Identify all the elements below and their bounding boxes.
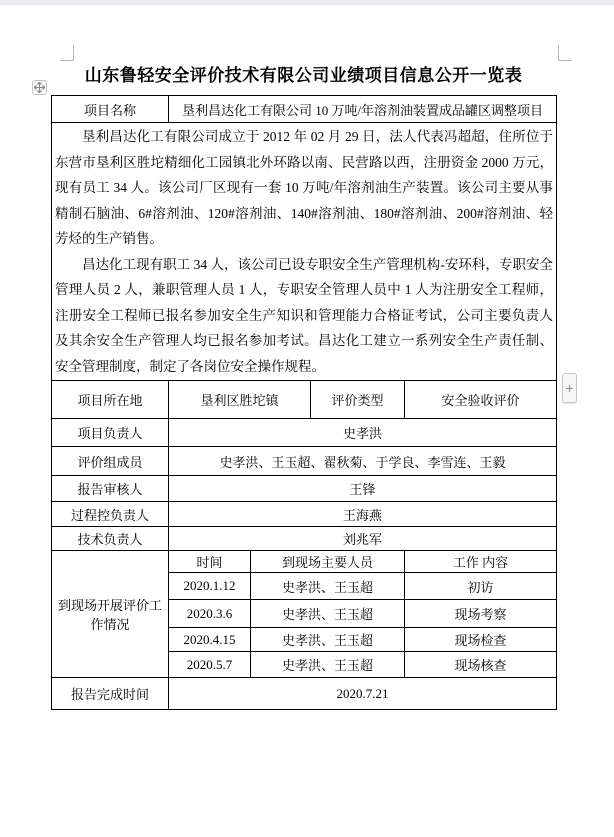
visit-date: 2020.1.12	[169, 573, 251, 600]
visit-work: 现场考察	[405, 600, 557, 628]
tech-leader-value: 刘兆军	[169, 527, 557, 551]
visit-people: 史孝洪、王玉超	[251, 600, 405, 628]
row-process-controller	[52, 502, 557, 527]
visit-people: 史孝洪、王玉超	[251, 573, 405, 600]
row-project-name	[52, 96, 557, 123]
report-date-value: 2020.7.21	[169, 678, 557, 710]
page-margin-mark-top-right	[558, 45, 572, 61]
table-move-handle-icon[interactable]	[32, 80, 47, 95]
location-value: 垦利区胜坨镇	[169, 381, 311, 419]
visit-people: 史孝洪、王玉超	[251, 652, 405, 678]
eval-type-label: 评价类型	[311, 381, 405, 419]
location-label: 项目所在地	[52, 381, 169, 419]
tech-leader-label: 技术负责人	[52, 527, 169, 551]
team-label: 评价组成员	[52, 447, 169, 476]
company-intro-cell	[52, 123, 557, 381]
report-date-label: 报告完成时间	[52, 678, 169, 710]
project-leader-label: 项目负责人	[52, 419, 169, 447]
report-reviewer-label: 报告审核人	[52, 476, 169, 502]
row-report-reviewer	[52, 476, 557, 502]
site-visits-col-work: 工作 内容	[405, 551, 557, 573]
site-visits-col-people: 到现场主要人员	[251, 551, 405, 573]
document-title: 山东鲁轻安全评价技术有限公司业绩项目信息公开一览表	[84, 66, 523, 85]
row-company-intro	[52, 123, 557, 381]
row-report-date	[52, 678, 557, 710]
team-value: 史孝洪、王玉超、翟秋菊、于学良、李雪连、王毅	[169, 447, 557, 476]
visit-date: 2020.5.7	[169, 652, 251, 678]
visit-date: 2020.4.15	[169, 628, 251, 652]
project-leader-value: 史孝洪	[169, 419, 557, 447]
move-cross-icon	[34, 82, 45, 93]
row-location-evaltype	[52, 381, 557, 419]
add-table-row-button[interactable]	[562, 373, 577, 403]
visit-work: 现场核查	[405, 652, 557, 678]
page-margin-mark-top-left	[60, 45, 74, 61]
report-reviewer-value: 王锋	[169, 476, 557, 502]
eval-type-value: 安全验收评价	[405, 381, 557, 419]
row-team	[52, 447, 557, 476]
project-name-value: 垦利昌达化工有限公司 10 万吨/年溶剂油装置成品罐区调整项目	[169, 96, 557, 123]
row-site-visits-header	[52, 551, 557, 573]
site-visits-col-time: 时间	[169, 551, 251, 573]
visit-people: 史孝洪、王玉超	[251, 628, 405, 652]
row-project-leader	[52, 419, 557, 447]
visit-work: 现场检查	[405, 628, 557, 652]
process-controller-value: 王海燕	[169, 502, 557, 527]
plus-icon: +	[565, 380, 574, 396]
project-name-label: 项目名称	[52, 96, 169, 123]
window-top-edge	[0, 0, 614, 5]
process-controller-label: 过程控负责人	[52, 502, 169, 527]
row-tech-leader	[52, 527, 557, 551]
site-visits-label: 到现场开展评价工作情况	[52, 551, 169, 678]
visit-date: 2020.3.6	[169, 600, 251, 628]
project-info-table	[51, 95, 557, 710]
visit-work: 初访	[405, 573, 557, 600]
intro-paragraph-2: 昌达化工现有职工 34 人，该公司已设专职安全生产管理机构-安环科，专职安全管理人员 2 人，兼职管理人员 1 人，专职安全管理人员中 1 人为注册安全工程师，注册安全工程师已报名参加安全生产知识和管理能力合格证考试，公司主要负责人及其余安全生产管理人均已报名参加考试。昌达化工建立一系列安全生产责任制、安全管理制度，制定了各岗位安全操作规程。	[55, 256, 553, 374]
intro-paragraph-1: 垦利昌达化工有限公司成立于 2012 年 02 月 29 日，法人代表冯超超，住所位于东营市垦利区胜坨精细化工园镇北外环路以南、民营路以西，注册资金 2000 万元，现有员工 34 人。该公司厂区现有一套 10 万吨/年溶剂油生产装置。该公司主要从事精制石脑油、6#溶剂油、120#溶剂油、140#溶剂油、180#溶剂油、200#溶剂油、轻芳烃的生产销售。	[55, 129, 553, 246]
